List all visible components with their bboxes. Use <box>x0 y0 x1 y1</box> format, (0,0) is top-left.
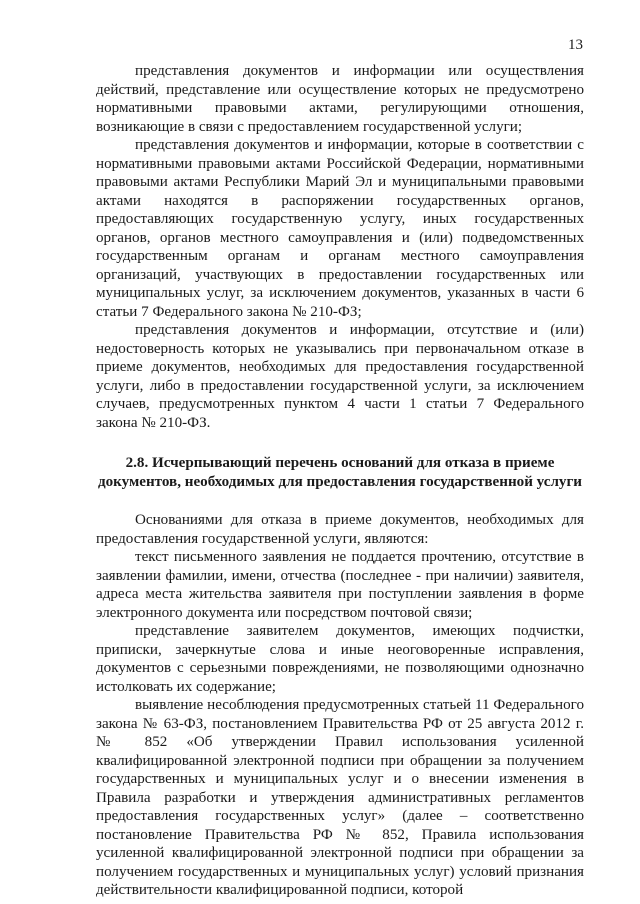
paragraph: Основаниями для отказа в приеме документов, необходимых для предоставления государственной услуги, являются: <box>96 512 584 547</box>
paragraph: представление заявителем документов, имеющих подчистки, приписки, зачеркнутые слова и иные неоговоренные исправления, документов с серьезными повреждениями, не позволяющими однозначно истолковать их содержание; <box>96 623 584 695</box>
document-body <box>96 62 584 900</box>
paragraph: представления документов и информации, которые в соответствии с нормативными правовыми актами Российской Федерации, нормативными правовыми актами Республики Марий Эл и муниципальными правовыми актами находятся в распоряжении государственных органов, предоставляющих государственную услугу, иных государственных органов, органов местного самоуправления и (или) подведомственных государственным органам и органам местного самоуправления организаций, участвующих в предоставлении государственных или муниципальных услуг, за исключением документов, указанных в части 6 статьи 7 Федерального закона № 210-ФЗ; <box>96 137 584 320</box>
paragraph: представления документов и информации или осуществления действий, представление или осуществление которых не предусмотрено нормативными правовыми актами, регулирующими отношения, возникающие в связи с предоставлением государственной услуги; <box>96 63 584 135</box>
paragraph: представления документов и информации, отсутствие и (или) недостоверность которых не указывались при первоначальном отказе в приеме документов, необходимых для предоставления государственной услуги, либо в предоставлении государственной услуги, за исключением случаев, предусмотренных пунктом 4 части 1 статьи 7 Федерального закона № 210-ФЗ. <box>96 322 584 431</box>
section-heading-line: документов, необходимых для предоставления государственной услуги <box>97 473 583 490</box>
section-heading-line: 2.8. Исчерпывающий перечень оснований для отказа в приеме <box>125 455 555 471</box>
paragraph: выявление несоблюдения предусмотренных статьей 11 Федерального закона № 63-ФЗ, постановлением Правительства РФ от 25 августа 2012 г. № 852 «Об утверждении Правил использования усиленной квалифицированной электронной подписи при обращении за получением государственных и муниципальных услуг и о внесении изменения в Правила разработки и утверждения административных регламентов предоставления государственных услуг» (далее – соответственно постановление Правительства РФ № 852, Правила использования усиленной квалифицированной электронной подписи при обращении за получением государственных и муниципальных услуг) условий признания действительности квалифицированной подписи, которой <box>96 697 584 898</box>
section-heading <box>96 454 584 491</box>
page-number: 13 <box>568 37 583 53</box>
paragraph: текст письменного заявления не поддается прочтению, отсутствие в заявлении фамилии, имени, отчества (последнее - при наличии) заявителя, адреса места жительства заявителя при поступлении заявления в форме электронного документа или посредством почтовой связи; <box>96 549 584 621</box>
